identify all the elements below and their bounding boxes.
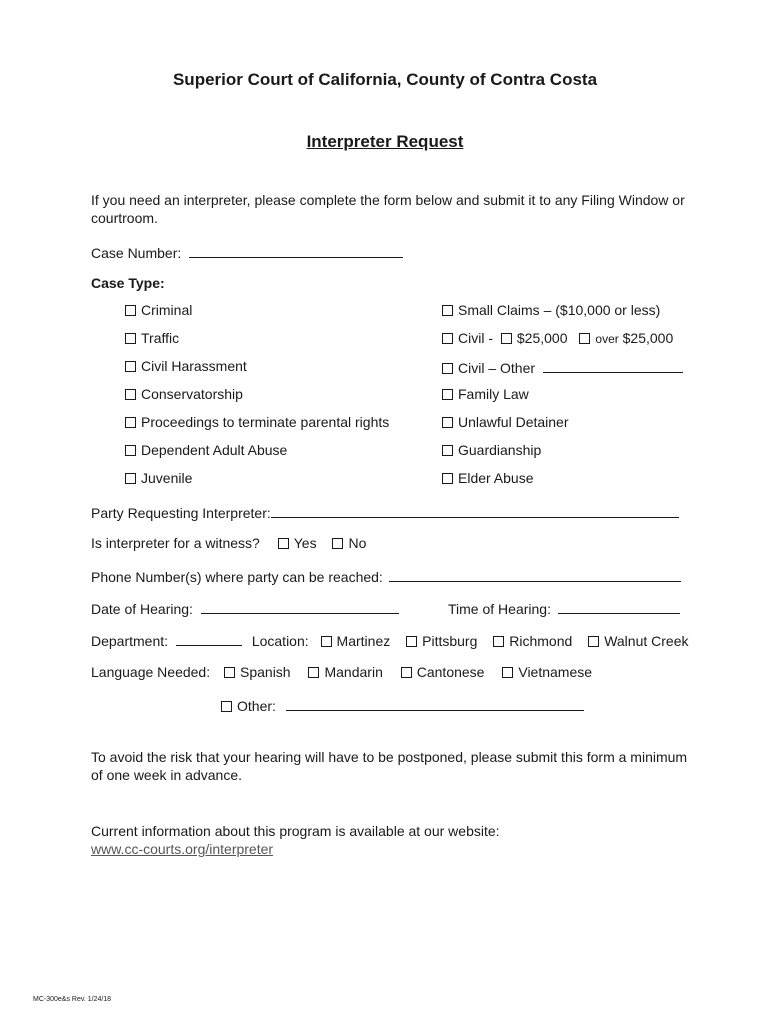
witness-no-label: No [348,535,367,551]
case-type-civil [442,330,673,346]
witness-no-checkbox[interactable] [332,538,343,549]
civil-over-amount: $25,000 [622,330,674,346]
civil-25000-label: $25,000 [516,330,568,346]
time-row [448,599,680,617]
case-type-family-law[interactable] [442,386,529,402]
civil-other-field[interactable] [543,358,683,373]
unlawful-detainer-label: Unlawful Detainer [458,414,569,430]
case-number-label: Case Number: [91,245,182,261]
language-cantonese-checkbox[interactable] [401,667,412,678]
traffic-label: Traffic [141,330,180,346]
juvenile-label: Juvenile [141,470,193,486]
language-vietnamese-checkbox[interactable] [502,667,513,678]
traffic-checkbox[interactable] [125,333,136,344]
website-link[interactable]: www.cc-courts.org/interpreter [91,841,274,857]
conservatorship-checkbox[interactable] [125,389,136,400]
location-walnut-creek-label: Walnut Creek [604,633,689,649]
department-field[interactable] [176,631,242,646]
language-other-checkbox[interactable] [221,701,232,712]
family-law-label: Family Law [458,386,529,402]
location-walnut-creek-checkbox[interactable] [588,636,599,647]
phone-label: Phone Number(s) where party can be reached: [91,569,383,585]
location-label: Location: [251,633,309,649]
language-vietnamese-label: Vietnamese [518,664,593,680]
case-number-row [91,243,403,261]
party-field[interactable] [271,503,679,518]
language-row [91,664,592,680]
civil-25000-checkbox[interactable] [501,333,512,344]
advance-notice: To avoid the risk that your hearing will have to be postponed, please submit this form a minimum of one week in advance. [91,749,688,783]
criminal-checkbox[interactable] [125,305,136,316]
date-row [91,599,399,617]
small-claims-label: Small Claims – ($10,000 or less) [458,302,661,318]
civil-over-word: over [595,332,619,346]
case-type-parental-rights[interactable] [125,414,389,430]
small-claims-checkbox[interactable] [442,305,453,316]
criminal-label: Criminal [141,302,193,318]
language-cantonese-label: Cantonese [416,664,485,680]
party-row [91,503,679,521]
case-type-label: Case Type: [91,275,165,291]
date-field[interactable] [201,599,399,614]
civil-other-checkbox[interactable] [442,363,453,374]
website-info [91,822,691,858]
civil-over-25000-checkbox[interactable] [579,333,590,344]
case-number-field[interactable] [189,243,403,258]
civil-other-label: Civil – Other [458,360,536,376]
phone-row [91,567,681,585]
case-type-unlawful-detainer[interactable] [442,414,569,430]
language-other-field[interactable] [286,696,584,711]
civil-checkbox[interactable] [442,333,453,344]
language-mandarin-checkbox[interactable] [308,667,319,678]
time-field[interactable] [558,599,680,614]
witness-row [91,535,366,551]
location-pittsburg-checkbox[interactable] [406,636,417,647]
dependent-adult-abuse-checkbox[interactable] [125,445,136,456]
language-mandarin-label: Mandarin [324,664,383,680]
civil-harassment-checkbox[interactable] [125,361,136,372]
civil-label: Civil - [458,330,493,346]
family-law-checkbox[interactable] [442,389,453,400]
elder-abuse-label: Elder Abuse [458,470,534,486]
location-martinez-checkbox[interactable] [321,636,332,647]
witness-label: Is interpreter for a witness? [91,535,260,551]
language-label: Language Needed: [91,664,211,680]
case-type-civil-other[interactable] [442,358,683,376]
party-label: Party Requesting Interpreter: [91,505,271,521]
language-spanish-checkbox[interactable] [224,667,235,678]
guardianship-label: Guardianship [458,442,542,458]
website-label: Current information about this program is available at our website: [91,823,500,839]
conservatorship-label: Conservatorship [141,386,243,402]
civil-harassment-label: Civil Harassment [141,358,247,374]
location-richmond-checkbox[interactable] [493,636,504,647]
case-type-criminal[interactable] [125,302,192,318]
intro-text: If you need an interpreter, please complete the form below and submit it to any Filing Window or courtroom. [91,192,685,226]
case-type-guardianship[interactable] [442,442,541,458]
unlawful-detainer-checkbox[interactable] [442,417,453,428]
case-type-traffic[interactable] [125,330,179,346]
location-martinez-label: Martinez [336,633,391,649]
department-label: Department: [91,633,169,649]
time-label: Time of Hearing: [448,601,551,617]
language-other-label: Other: [237,698,276,714]
guardianship-checkbox[interactable] [442,445,453,456]
date-label: Date of Hearing: [91,601,193,617]
page-title: Superior Court of California, County of Contra Costa [172,70,598,89]
parental-rights-checkbox[interactable] [125,417,136,428]
phone-field[interactable] [389,567,681,582]
case-type-elder-abuse[interactable] [442,470,534,486]
location-pittsburg-label: Pittsburg [422,633,478,649]
case-type-small-claims[interactable] [442,302,660,318]
case-type-juvenile[interactable] [125,470,192,486]
language-other-row [221,696,584,714]
case-type-conservatorship[interactable] [125,386,243,402]
location-richmond-label: Richmond [509,633,573,649]
case-type-civil-harassment[interactable] [125,358,247,374]
dependent-adult-abuse-label: Dependent Adult Abuse [141,442,288,458]
case-type-dependent-adult-abuse[interactable] [125,442,287,458]
form-title: Interpreter Request [306,132,464,151]
witness-yes-label: Yes [293,535,317,551]
witness-yes-checkbox[interactable] [278,538,289,549]
parental-rights-label: Proceedings to terminate parental rights [141,414,390,430]
department-row [91,631,688,649]
form-code: MC-300e&s Rev. 1/24/18 [33,996,112,1003]
juvenile-checkbox[interactable] [125,473,136,484]
language-spanish-label: Spanish [240,664,291,680]
elder-abuse-checkbox[interactable] [442,473,453,484]
